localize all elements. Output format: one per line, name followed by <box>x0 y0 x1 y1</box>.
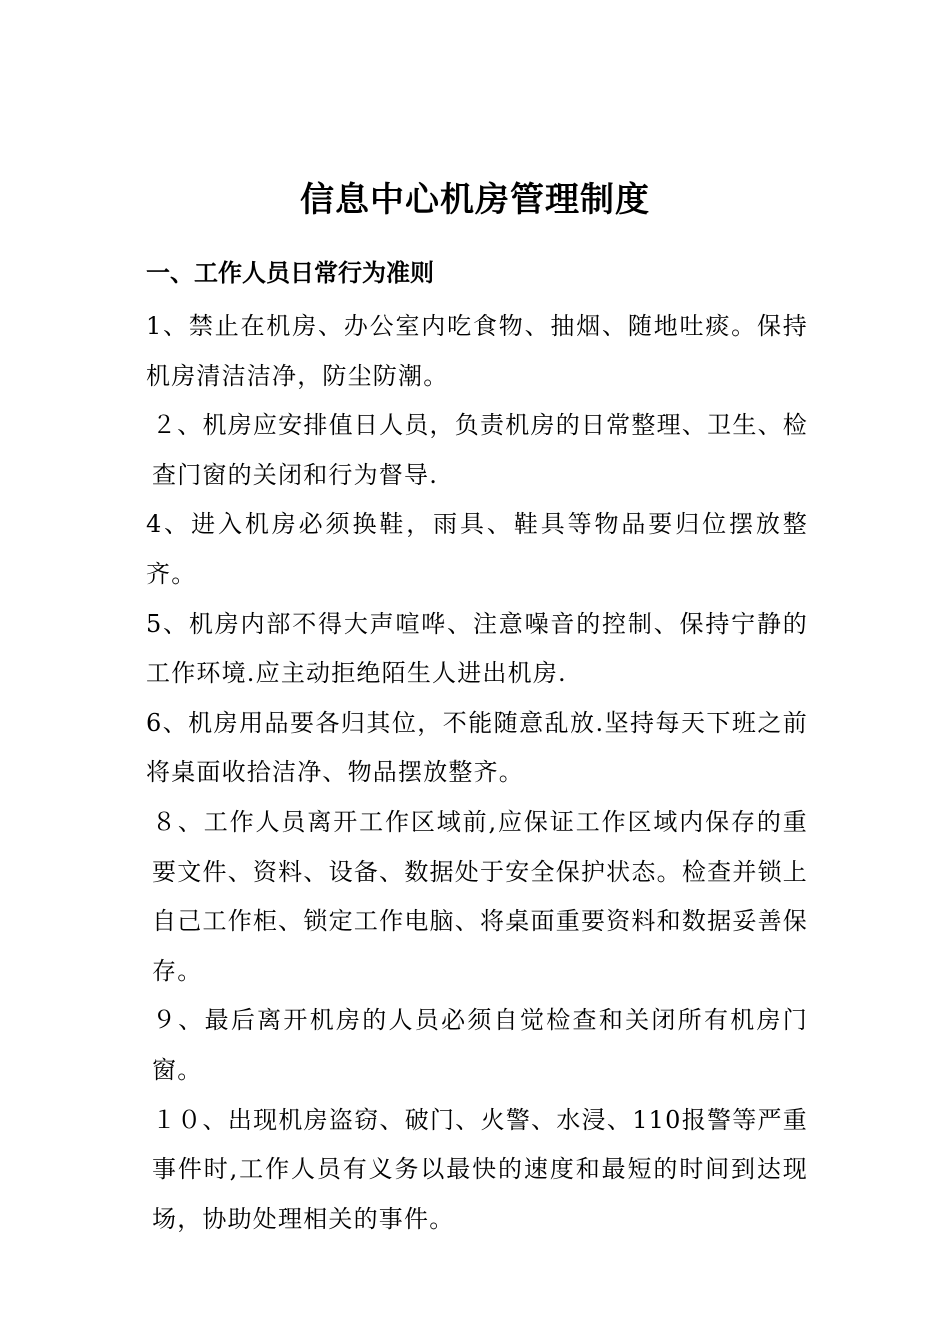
section-heading: 一、工作人员日常行为准则 <box>146 259 434 287</box>
paragraph-rule-10: １０、出现机房盗窃、破门、火警、水浸、110报警等严重事件时,工作人员有义务以最快的速度和最短的时间到达现场，协助处理相关的事件。 <box>152 1105 808 1233</box>
document-title: 信息中心机房管理制度 <box>300 180 650 220</box>
paragraph-rule-6: 6、机房用品要各归其位，不能随意乱放.坚持每天下班之前将桌面收拾洁净、物品摆放整齐。 <box>146 708 808 787</box>
paragraph-rule-2: ２、机房应安排值日人员，负责机房的日常整理、卫生、检查门窗的关闭和行为督导. <box>152 411 808 489</box>
paragraph-rule-5: 5、机房内部不得大声喧哗、注意噪音的控制、保持宁静的工作环境.应主动拒绝陌生人进出机房. <box>146 609 808 688</box>
document-body <box>146 302 808 1244</box>
paragraph-rule-8: ８、工作人员离开工作区域前,应保证工作区域内保存的重要文件、资料、设备、数据处于安全保护状态。检查并锁上自己工作柜、锁定工作电脑、将桌面重要资料和数据妥善保存。 <box>152 807 808 985</box>
paragraph-rule-9: ９、最后离开机房的人员必须自觉检查和关闭所有机房门窗。 <box>152 1006 808 1084</box>
paragraph-rule-1: 1、禁止在机房、办公室内吃食物、抽烟、随地吐痰。保持机房清洁洁净，防尘防潮。 <box>146 312 808 390</box>
paragraph-rule-4: 4、进入机房必须换鞋，雨具、鞋具等物品要归位摆放整齐。 <box>146 510 808 588</box>
